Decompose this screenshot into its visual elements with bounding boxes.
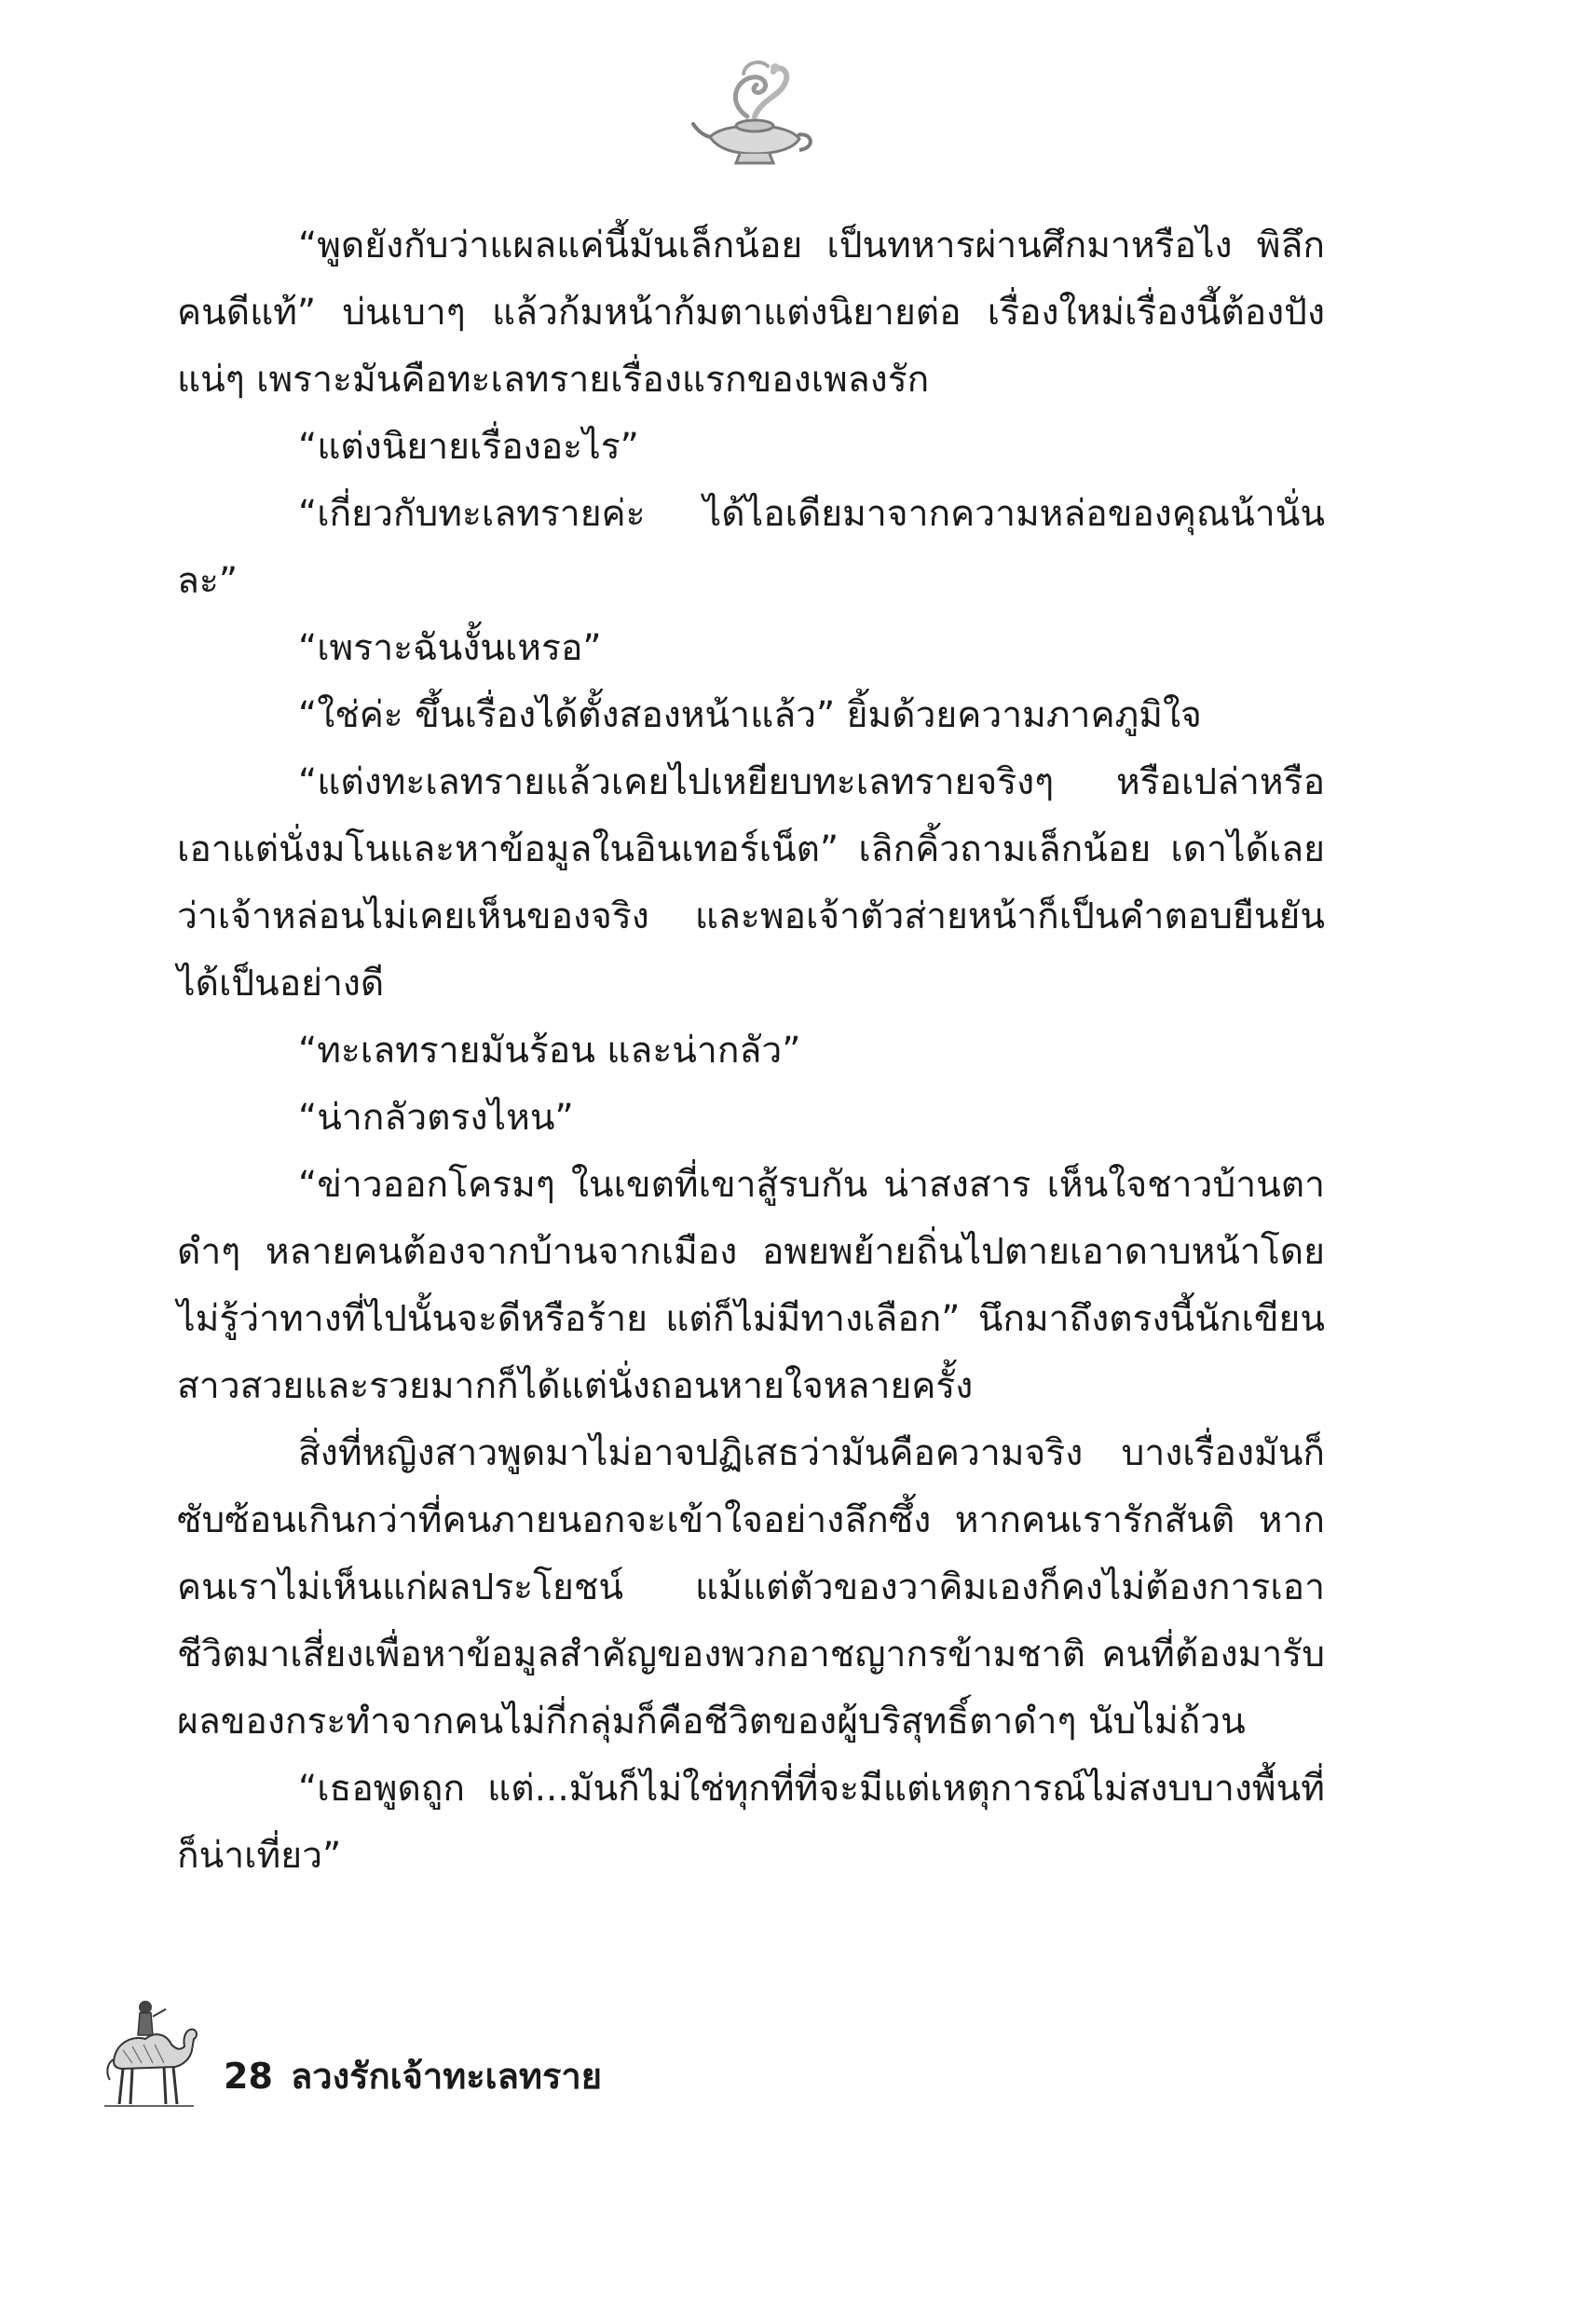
paragraph-4: “เพราะฉันงั้นเหรอ”	[298, 627, 602, 669]
paragraph-8: “น่ากลัวตรงไหน”	[298, 1097, 574, 1139]
paragraph-9: “ข่าวออกโครมๆ ในเขตที่เขาสู้รบกัน น่าสงสาร เห็นใจชาวบ้านตาดำๆ หลายคนต้องจากบ้านจากเมือง อพยพย้ายถิ่นไปตายเอาดาบหน้าโดยไม่รู้ว่าทางที่ไปนั้นจะดีหรือร้าย แต่ก็ไม่มีทางเลือก” นึกมาถึงตรงนี้นักเขียนสาวสวยและรวยมากก็ได้แต่นั่งถอนหายใจหลายครั้ง	[177, 1164, 1325, 1407]
paragraph-2: “แต่งนิยายเรื่องอะไร”	[298, 426, 639, 468]
genie-lamp-icon	[689, 51, 820, 182]
page-body	[177, 212, 1325, 1964]
page-number: 28	[224, 2056, 273, 2097]
paragraph-3: “เกี่ยวกับทะเลทรายค่ะ ได้ไอเดียมาจากความหล่อของคุณน้านั่นละ”	[177, 493, 1325, 602]
paragraph-6: “แต่งทะเลทรายแล้วเคยไปเหยียบทะเลทรายจริงๆ หรือเปล่าหรือเอาแต่นั่งมโนและหาข้อมูลในอินเทอร์เน็ต” เลิกคิ้วถามเล็กน้อย เดาได้เลยว่าเจ้าหล่อนไม่เคยเห็นของจริง และพอเจ้าตัวส่ายหน้าก็เป็นคำตอบยืนยันได้เป็นอย่างดี	[177, 761, 1325, 1005]
paragraph-10: สิ่งที่หญิงสาวพูดมาไม่อาจปฏิเสธว่ามันคือความจริง บางเรื่องมันก็ซับซ้อนเกินกว่าที่คนภายนอกจะเข้าใจอย่างลึกซึ้ง หากคนเรารักสันติ หากคนเราไม่เห็นแก่ผลประโยชน์ แม้แต่ตัวของวาคิมเองก็คงไม่ต้องการเอาชีวิตมาเสี่ยงเพื่อหาข้อมูลสำคัญของพวกอาชญากรข้ามชาติ คนที่ต้องมารับผลของกระทำจากคนไม่กี่กลุ่มก็คือชีวิตของผู้บริสุทธิ์ตาดำๆ นับไม่ถ้วน	[177, 1432, 1325, 1743]
paragraph-11: “เธอพูดถูก แต่...มันก็ไม่ใช่ทุกที่ที่จะมีแต่เหตุการณ์ไม่สงบบางพื้นที่ก็น่าเที่ยว”	[177, 1768, 1325, 1877]
book-title: ลวงรักเจ้าทะเลทราย	[291, 2056, 602, 2097]
paragraph-7: “ทะเลทรายมันร้อน และน่ากลัว”	[298, 1030, 801, 1072]
page-footer	[101, 1994, 660, 2115]
paragraph-1: “พูดยังกับว่าแผลแค่นี้มันเล็กน้อย เป็นทหารผ่านศึกมาหรือไง พิลึกคนดีแท้” บ่นเบาๆ แล้วก้มหน้าก้มตาแต่งนิยายต่อ เรื่องใหม่เรื่องนี้ต้องปังแน่ๆ เพราะมันคือทะเลทรายเรื่องแรกของเพลงรัก	[177, 225, 1325, 401]
camel-rider-icon	[101, 1994, 203, 2115]
paragraph-5: “ใช่ค่ะ ขึ้นเรื่องได้ตั้งสองหน้าแล้ว” ยิ้มด้วยความภาคภูมิใจ	[298, 694, 1202, 736]
